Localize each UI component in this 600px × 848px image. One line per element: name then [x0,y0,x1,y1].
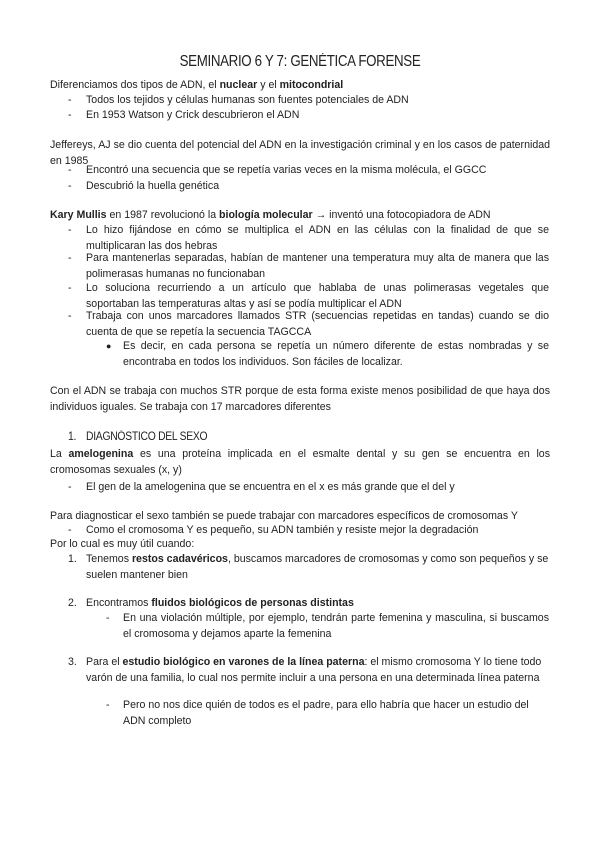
list-number: 1. [68,553,77,565]
numbered-item: Para el estudio biológico en varones de la línea paterna: el mismo cromosoma Y lo tiene todo varón de una familia, lo cual nos permite incluir a una persona en una determinada línea paterna [86,656,542,684]
list-dash: - [106,699,110,711]
list-item: Como el cromosoma Y es pequeño, su ADN también y resiste mejor la degradación [86,524,479,536]
list-dash: - [68,109,72,121]
section-heading: DIAGNÓSTICO DEL SEXO [86,431,208,443]
page-title: SEMINARIO 6 Y 7: GENÉTICA FORENSE [179,53,421,70]
list-item: Lo hizo fijándose en cómo se multiplica el ADN en las células con la finalidad de que se multiplicaran las dos hebras [86,224,549,252]
list-item: Lo soluciona recurriendo a un artículo que hablaba de unas polimerasas vegetales que soportaban las temperaturas altas y así se podía multiplicar el ADN [86,282,549,310]
list-item: Encontró una secuencia que se repetía varias veces en la misma molécula, el GGCC [86,164,487,176]
list-subitem: Es decir, en cada persona se repetía un número diferente de estas nombradas y se encontraba en todos los individuos. Son fáciles de localizar. [123,340,549,368]
list-dash: - [68,252,72,264]
str-paragraph: Con el ADN se trabaja con muchos STR porque de esta forma existe menos posibilidad de que haya dos individuos iguales. Se trabaja con 17 marcadores diferentes [50,385,550,413]
list-dash: - [106,612,110,624]
numbered-item: Encontramos fluidos biológicos de personas distintas [86,597,354,609]
section-number: 1. [68,431,77,443]
amelogenina-paragraph: La amelogenina es una proteína implicada en el esmalte dental y su gen se encuentra en los cromosomas sexuales (x, y) [50,448,550,476]
list-dash: - [68,164,72,176]
list-item: Todos los tejidos y células humanas son fuentes potenciales de ADN [86,94,409,106]
chromosome-y-paragraph: Para diagnosticar el sexo también se puede trabajar con marcadores específicos de cromosomas Y [50,510,518,522]
list-dash: - [68,524,72,536]
list-item: El gen de la amelogenina que se encuentra en el x es más grande que el del y [86,481,455,493]
list-item: Para mantenerlas separadas, habían de mantener una temperatura muy alta de manera que las polimerasas humanas no funcionaban [86,252,549,280]
list-dash: - [68,224,72,236]
list-item: Descubrió la huella genética [86,180,220,192]
numbered-item: Tenemos restos cadavéricos, buscamos marcadores de cromosomas y como son pequeños y se suelen mantener bien [86,553,549,581]
list-subitem: En una violación múltiple, por ejemplo, tendrán parte femenina y masculina, si buscamos el cromosoma y dejamos aparte la femenina [123,612,549,640]
useful-when-paragraph: Por lo cual es muy útil cuando: [50,538,195,550]
list-dash: - [68,481,72,493]
jeffreys-paragraph: Jeffereys, AJ se dio cuenta del potencial del ADN en la investigación criminal y en los casos de paternidad en 1985 [50,139,550,167]
list-dash: - [68,94,72,106]
list-dash: - [68,310,72,322]
list-dash: - [68,282,72,294]
intro-paragraph: Diferenciamos dos tipos de ADN, el nuclear y el mitocondrial [50,79,344,91]
list-number: 3. [68,656,77,668]
list-item: En 1953 Watson y Crick descubrieron el ADN [86,109,300,121]
list-item: Trabaja con unos marcadores llamados STR (secuencias repetidas en tandas) cuando se dio cuenta de que se repetía la secuencia TAGCCA [86,310,549,338]
list-number: 2. [68,597,77,609]
list-dash: - [68,180,72,192]
mullis-paragraph: Kary Mullis en 1987 revolucionó la biología molecular → inventó una fotocopiadora de ADN [50,209,491,221]
list-subitem: Pero no nos dice quién de todos es el padre, para ello habría que hacer un estudio del ADN completo [123,699,529,727]
list-bullet: ● [106,341,112,351]
